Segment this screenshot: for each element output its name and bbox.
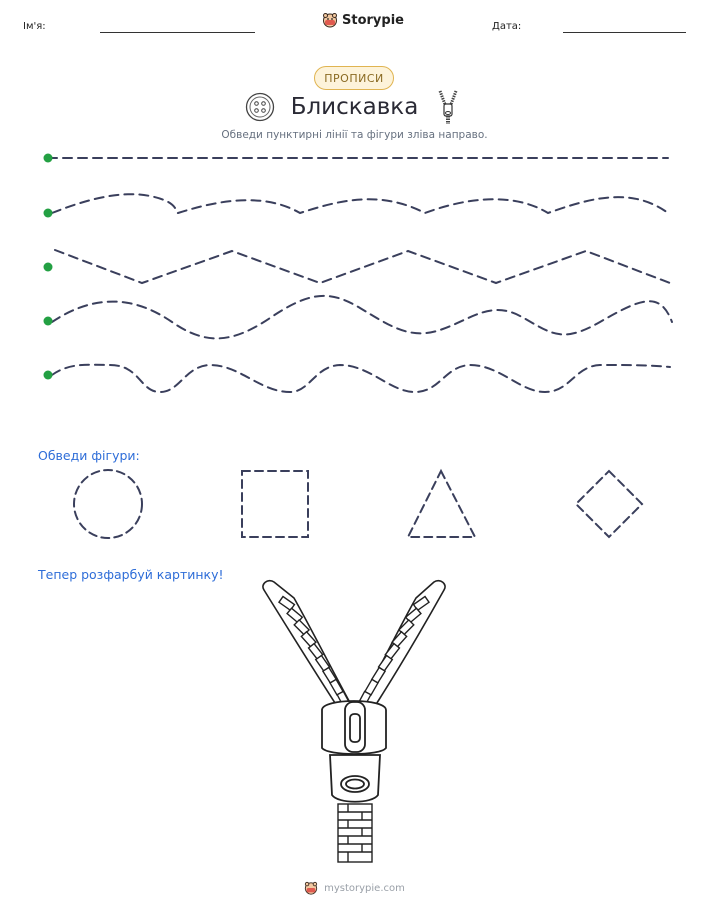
date-label: Дата:	[492, 21, 522, 32]
trace-shapes	[0, 460, 709, 550]
trace-square[interactable]	[242, 471, 308, 537]
footer-url[interactable]: mystorypie.com	[324, 882, 405, 894]
storypie-logo-icon	[304, 881, 318, 895]
name-label: Ім'я:	[23, 21, 46, 32]
zipper-right-teeth	[358, 597, 429, 708]
shapes-heading: Обведи фігури:	[38, 448, 140, 463]
start-dot-5	[44, 371, 53, 380]
instructions: Обведи пунктирні лінії та фігури зліва направо.	[221, 129, 488, 141]
zipper-icon	[437, 89, 459, 125]
brand-name: Storypie	[342, 12, 404, 28]
trace-circle[interactable]	[74, 470, 142, 538]
start-dot-4	[44, 317, 53, 326]
start-dot-1	[44, 154, 53, 163]
trace-triangle[interactable]	[408, 471, 475, 537]
coloring-heading: Тепер розфарбуй картинку!	[38, 567, 224, 582]
worksheet-badge: ПРОПИСИ	[314, 66, 394, 90]
trace-line-zigzag[interactable]	[55, 250, 670, 283]
brand-logo	[322, 12, 404, 28]
zipper-coloring-picture[interactable]	[250, 570, 460, 870]
trace-line-gentle-wave[interactable]	[52, 194, 668, 213]
storypie-logo-icon	[322, 12, 338, 28]
zipper-slider	[322, 701, 386, 754]
trace-diamond[interactable]	[576, 471, 642, 537]
page-title: Блискавка	[290, 94, 419, 120]
zipper-closed-teeth	[338, 804, 372, 862]
zipper-pull-tab	[330, 755, 380, 802]
trace-line-wave[interactable]	[52, 296, 672, 339]
footer	[0, 881, 709, 895]
tracing-lines	[0, 140, 709, 410]
start-dot-3	[44, 263, 53, 272]
start-dot-2	[44, 209, 53, 218]
trace-line-rounded-wave[interactable]	[52, 365, 670, 392]
date-field[interactable]	[563, 32, 686, 33]
zipper-left-teeth	[279, 597, 350, 708]
name-field[interactable]	[100, 32, 255, 33]
zipper-right-tape	[358, 581, 445, 720]
